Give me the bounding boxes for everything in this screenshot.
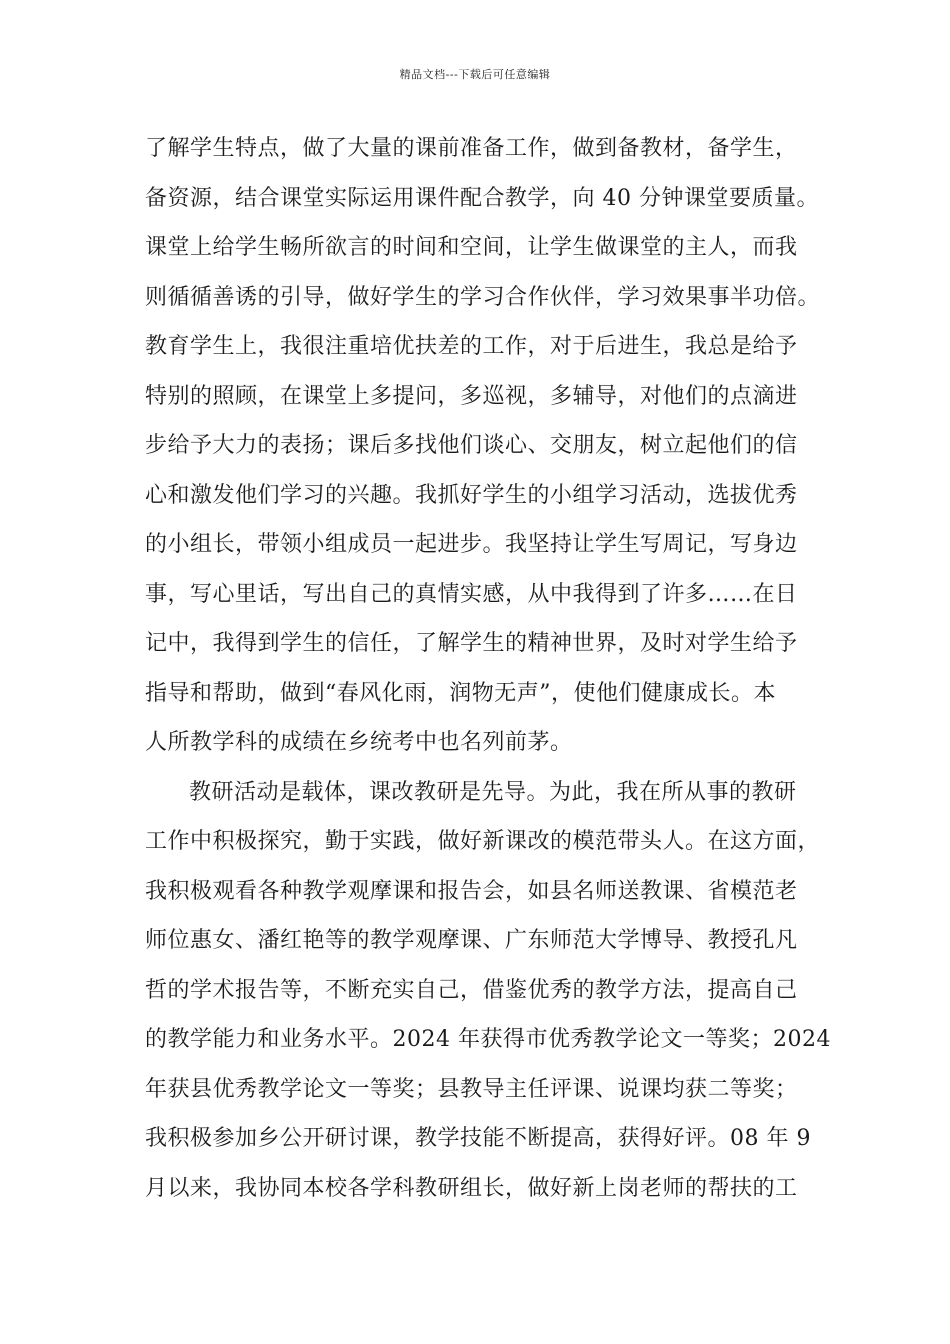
text-line-indented: 教研活动是载体，课改教研是先导。为此，我在所从事的教研 bbox=[189, 779, 797, 805]
text-line: 的小组长，带领小组成员一起进步。我坚持让学生写周记，写身边 bbox=[145, 532, 798, 557]
text-line: 的教学能力和业务水平。2024 年获得市优秀教学论文一等奖；2024 bbox=[145, 1027, 831, 1052]
text-line: 步给予大力的表扬；课后多找他们谈心、交朋友，树立起他们的信 bbox=[145, 433, 798, 458]
text-line: 指导和帮助，做到“春风化雨，润物无声”，使他们健康成长。本 bbox=[145, 680, 776, 706]
text-line: 师位惠女、潘红艳等的教学观摩课、广东师范大学博导、教授孔凡 bbox=[145, 928, 798, 953]
text-line: 事，写心里话，写出自己的真情实感，从中我得到了许多……在日 bbox=[145, 581, 798, 607]
text-line: 则循循善诱的引导，做好学生的学习合作伙伴，学习效果事半功倍。 bbox=[145, 284, 821, 310]
text-line: 心和激发他们学习的兴趣。我抓好学生的小组学习活动，选拔优秀 bbox=[145, 482, 798, 508]
text-line: 年获县优秀教学论文一等奖；县教导主任评课、说课均获二等奖； bbox=[145, 1076, 798, 1102]
paragraph-1 bbox=[145, 131, 825, 775]
text-line: 人所教学科的成绩在乡统考中也名列前茅。 bbox=[145, 730, 573, 755]
text-line: 备资源，结合课堂实际运用课件配合教学，向 40 分钟课堂要质量。 bbox=[145, 185, 819, 211]
text-line: 教育学生上，我很注重培优扶差的工作，对于后进生，我总是给予 bbox=[145, 334, 798, 359]
text-line: 特别的照顾，在课堂上多提问，多巡视，多辅导，对他们的点滴进 bbox=[145, 383, 798, 409]
text-line: 了解学生特点，做了大量的课前准备工作，做到备教材，备学生， bbox=[145, 136, 798, 161]
document-body bbox=[145, 131, 831, 1220]
text-line: 工作中积极探究，勤于实践，做好新课改的模范带头人。在这方面， bbox=[145, 829, 821, 854]
text-line: 月以来，我协同本校各学科教研组长，做好新上岗老师的帮扶的工 bbox=[145, 1175, 798, 1201]
text-line: 我积极观看各种教学观摩课和报告会，如县名师送教课、省模范老 bbox=[145, 878, 798, 904]
text-line: 课堂上给学生畅所欲言的时间和空间，让学生做课堂的主人，而我 bbox=[145, 235, 798, 260]
paragraph-2 bbox=[145, 775, 831, 1221]
text-line: 我积极参加乡公开研讨课，教学技能不断提高，获得好评。08 年 9 bbox=[145, 1126, 811, 1151]
page-header: 精品文档---下载后可任意编辑 bbox=[399, 68, 551, 81]
text-line: 哲的学术报告等，不断充实自己，借鉴优秀的教学方法，提高自己 bbox=[145, 977, 798, 1003]
text-line: 记中，我得到学生的信任，了解学生的精神世界，及时对学生给予 bbox=[145, 631, 798, 656]
